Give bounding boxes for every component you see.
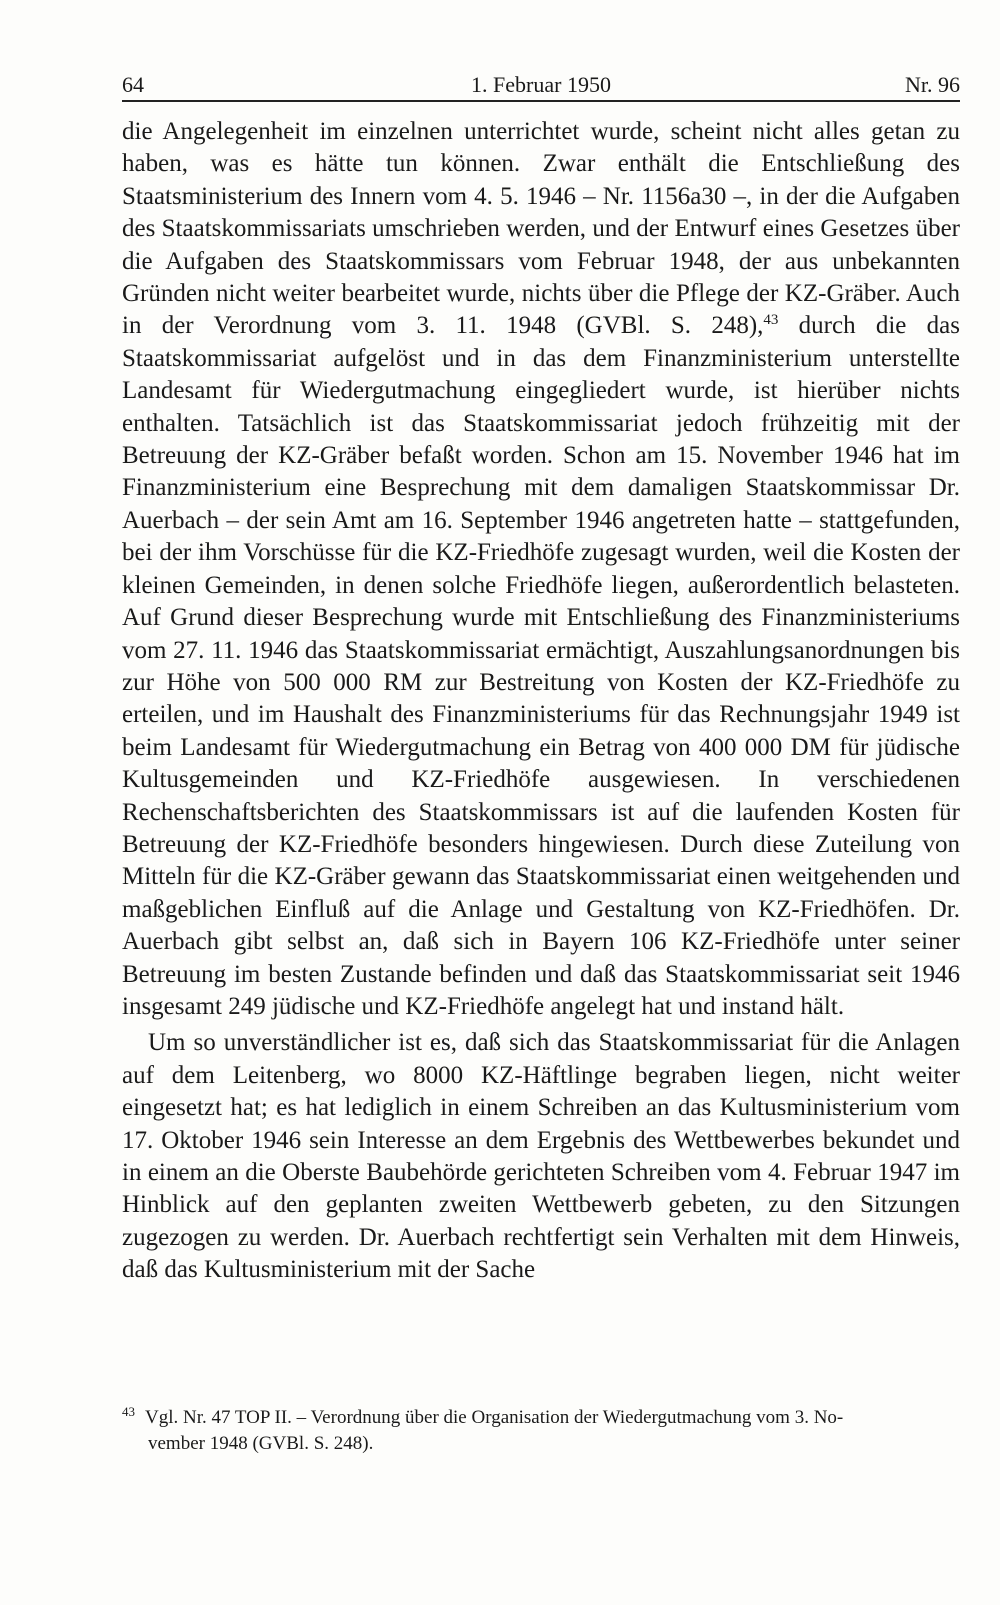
header-date: 1. Februar 1950: [471, 72, 611, 97]
page-number: 64: [122, 72, 144, 97]
footnote-line-2: vember 1948 (GVBl. S. 248).: [148, 1433, 374, 1454]
document-number: Nr. 96: [905, 72, 960, 97]
paragraph-1: [122, 116, 960, 1023]
paragraph-1-part-b: durch die das Staatskommissariat aufgelöst und in das dem Finanzministerium unterstellte Landesamt für Wiedergutmachung eingegliedert wurde, ist hierüber nichts enthalten. Tatsächlich ist das Staatskommissariat jedoch frühzeitig mit der Betreuung der KZ-Gräber befaßt worden. Schon am 15. November 1946 hat im Finanzministerium eine Besprechung mit dem damaligen Staatskommissar Dr. Auerbach – der sein Amt am 16. September 1946 angetreten hatte – stattgefunden, bei der ihm Vorschüsse für die KZ-Friedhöfe zugesagt wurden, weil die Kosten der kleinen Gemeinden, in denen solche Friedhöfe liegen, außerordentlich belasteten. Auf Grund dieser Besprechung wurde mit Entschließung des Finanzministeriums vom 27. 11. 1946 das Staatskommissariat ermächtigt, Auszahlungsanordnungen bis zur Höhe von 500 000 RM zur Bestreitung von Kosten der KZ-Friedhöfe zu erteilen, und im Haushalt des Finanzministeriums für das Rechnungsjahr 1949 ist beim Landesamt für Wiedergutmachung ein Betrag von 400 000 DM für jüdische Kultusgemeinden und KZ-Friedhöfe ausgewiesen. In verschiedenen Rechenschaftsberichten des Staatskommissars ist auf die laufenden Kosten für Betreuung der KZ-Friedhöfe besonders hingewiesen. Durch diese Zuteilung von Mitteln für die KZ-Gräber gewann das Staatskommissariat einen weitgehenden und maßgeblichen Einfluß auf die Anlage und Gestaltung von KZ-Friedhöfen. Dr. Auerbach gibt selbst an, daß sich in Bayern 106 KZ-Friedhöfe unter seiner Betreuung im besten Zustande befinden und daß das Staatskommissariat seit 1946 insgesamt 249 jüdische und KZ-Friedhöfe angelegt hat und instand hält.: [122, 312, 960, 1020]
footnote-reference: 43: [763, 312, 779, 329]
running-header: [122, 62, 960, 102]
paragraph-2: Um so unverständlicher ist es, daß sich das Staatskommissariat für die Anlagen auf dem Leitenberg, wo 8000 KZ-Häftlinge begraben liegen, nicht weiter eingesetzt hat; es hat lediglich in einem Schreiben an das Kultusministerium vom 17. Oktober 1946 sein Interesse an dem Ergebnis des Wettbewerbes bekundet und in einem an die Oberste Baubehörde gerichteten Schreiben vom 4. Februar 1947 im Hinblick auf den geplanten zweiten Wettbewerb gebeten, zu den Sitzungen zugezogen zu werden. Dr. Auerbach rechtfertigt sein Verhalten mit dem Hinweis, daß das Kultusministerium mit der Sache: [122, 1029, 960, 1284]
body-text: [122, 116, 960, 1287]
footnote-line-1: Vgl. Nr. 47 TOP II. – Verordnung über die Organisation der Wiedergutmachung vom 3. No-: [145, 1407, 844, 1428]
footnote-number: 43: [122, 1404, 135, 1419]
footnote-43: [122, 1405, 960, 1457]
paragraph-1-part-a: die Angelegenheit im einzelnen unterrichtet wurde, scheint nicht alles getan zu haben, was es hätte tun können. Zwar enthält die Entschließung des Staatsministerium des Innern vom 4. 5. 1946 – Nr. 1156a30 –, in der die Aufgaben des Staatskommissariats umschrieben werden, und der Entwurf eines Gesetzes über die Aufgaben des Staatskommissars vom Februar 1948, der aus unbekannten Gründen nicht weiter bearbeitet wurde, nichts über die Pflege der KZ-Gräber. Auch in der Verordnung vom 3. 11. 1948 (GVBl. S. 248),: [122, 118, 960, 340]
